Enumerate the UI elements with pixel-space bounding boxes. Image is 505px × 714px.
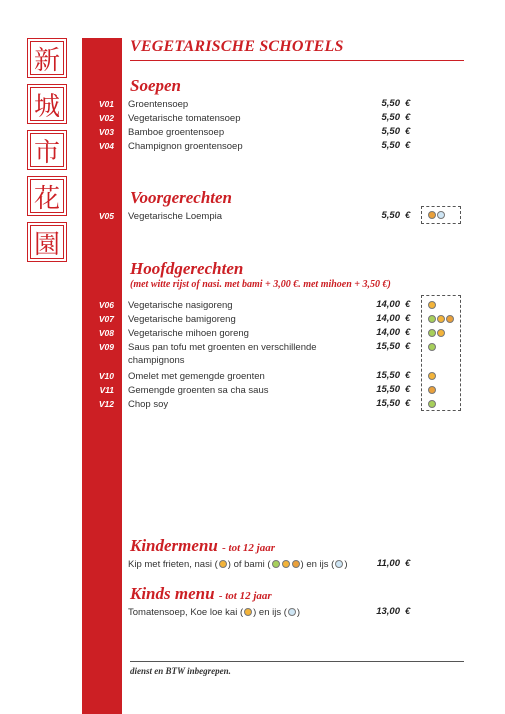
title-divider: [130, 60, 464, 61]
item-currency: €: [405, 606, 411, 617]
item-icons: [428, 400, 436, 408]
item-icons: [428, 329, 445, 337]
kindermenu-line: [128, 558, 388, 571]
kindsmenu-line: [128, 606, 388, 619]
noodle-icon: [272, 560, 280, 568]
footer-note: dienst en BTW inbegrepen.: [130, 666, 231, 676]
item-code: V05: [98, 211, 114, 221]
kindermenu-title: Kindermenu: [130, 536, 218, 555]
item-icons: [428, 343, 436, 351]
item-currency: €: [405, 398, 411, 409]
item-currency: €: [405, 370, 411, 381]
logo-char-5: 園: [27, 222, 67, 262]
ice-icon: [335, 560, 343, 568]
item-name: Omelet met gemengde groenten: [128, 371, 265, 382]
menu-item: [0, 384, 505, 398]
menu-item: [0, 140, 505, 154]
item-currency: €: [405, 299, 411, 310]
item-code: V08: [98, 328, 114, 338]
item-currency: €: [405, 112, 411, 123]
footer-divider: [130, 661, 464, 662]
logo-char-4: 花: [27, 176, 67, 216]
item-price: 14,00: [376, 327, 400, 338]
page-title: VEGETARISCHE SCHOTELS: [130, 38, 344, 55]
item-name: Vegetarische nasigoreng: [128, 300, 233, 311]
item-name: Saus pan tofu met groenten en verschillende champignons: [128, 342, 317, 366]
item-icons: [428, 386, 436, 394]
item-code: V12: [98, 399, 114, 409]
menu-item: [0, 398, 505, 412]
menu-item: [0, 299, 505, 313]
menu-item: [0, 558, 505, 572]
menu-item: [0, 112, 505, 126]
ice-icon: [288, 608, 296, 616]
rice-icon: [282, 560, 290, 568]
item-code: V02: [98, 113, 114, 123]
noodle-icon: [428, 400, 436, 408]
noodle-icon: [428, 343, 436, 351]
menu-item: [0, 370, 505, 384]
noodle2-icon: [428, 211, 436, 219]
item-currency: €: [405, 313, 411, 324]
kindsmenu-subtitle: - tot 12 jaar: [218, 590, 272, 602]
rice-icon: [219, 560, 227, 568]
item-name: Vegetarische tomatensoep: [128, 113, 241, 124]
noodle2-icon: [428, 386, 436, 394]
rice-icon: [244, 608, 252, 616]
rice-icon: [428, 372, 436, 380]
rice-icon: [437, 315, 445, 323]
item-code: V04: [98, 141, 114, 151]
item-price: 15,50: [376, 384, 400, 395]
noodle-icon: [428, 315, 436, 323]
line-text: ): [296, 607, 301, 618]
item-icons: [428, 372, 436, 380]
item-name: Vegetarische bamigoreng: [128, 314, 236, 325]
item-code: V06: [98, 300, 114, 310]
logo-char-2: 城: [27, 84, 67, 124]
noodle2-icon: [292, 560, 300, 568]
kindermenu-subtitle: - tot 12 jaar: [222, 542, 275, 554]
item-name: Vegetarische mihoen goreng: [128, 328, 249, 339]
item-price: 14,00: [376, 299, 400, 310]
item-icons: [428, 301, 436, 309]
item-name: Gemengde groenten sa cha saus: [128, 385, 269, 396]
section-title-voorgerechten: Voorgerechten: [130, 188, 232, 207]
item-currency: €: [405, 558, 411, 569]
section-title-hoofdgerechten: Hoofdgerechten: [130, 259, 244, 278]
line-text: ): [344, 559, 348, 570]
item-price: 13,00: [376, 606, 400, 617]
ice-icon: [437, 211, 445, 219]
item-icons: [428, 211, 445, 219]
section-title-kindermenu: [130, 536, 275, 556]
line-text: ) en ijs (: [300, 559, 335, 570]
noodle2-icon: [446, 315, 454, 323]
menu-item: [0, 98, 505, 112]
item-price: 5,50: [381, 126, 400, 137]
item-currency: €: [405, 210, 411, 221]
item-currency: €: [405, 98, 411, 109]
item-price: 15,50: [376, 370, 400, 381]
section-note: (met witte rijst of nasi. met bami + 3,00 €. met mihoen + 3,50 €): [130, 279, 391, 290]
item-code: V11: [99, 385, 114, 395]
item-name: Groentensoep: [128, 99, 189, 110]
item-price: 5,50: [381, 112, 400, 123]
menu-item: [0, 606, 505, 620]
item-name: Bamboe groentensoep: [128, 127, 225, 138]
item-code: V01: [98, 99, 114, 109]
section-title-kindsmenu: [130, 584, 272, 604]
menu-item: [0, 327, 505, 341]
item-name: Chop soy: [128, 399, 169, 410]
item-price: 14,00: [376, 313, 400, 324]
item-currency: €: [405, 384, 411, 395]
item-code: V07: [98, 314, 114, 324]
rice-icon: [437, 329, 445, 337]
line-text: Tomatensoep, Koe loe kai (: [128, 607, 244, 618]
item-price: 15,50: [376, 341, 400, 352]
item-price: 15,50: [376, 398, 400, 409]
item-icons: [428, 315, 454, 323]
logo-char-1: 新: [27, 38, 67, 78]
item-price: 11,00: [376, 558, 400, 569]
section-title-soepen: Soepen: [130, 76, 181, 95]
rice-icon: [428, 301, 436, 309]
item-name: Vegetarische Loempia: [128, 211, 223, 222]
item-code: V09: [98, 342, 114, 352]
item-name: Champignon groentensoep: [128, 141, 243, 152]
item-code: V03: [98, 127, 114, 137]
item-currency: €: [405, 126, 411, 137]
item-currency: €: [405, 327, 411, 338]
noodle-icon: [428, 329, 436, 337]
item-price: 5,50: [381, 98, 400, 109]
line-text: ) of bami (: [227, 559, 271, 570]
item-currency: €: [405, 341, 411, 352]
line-text: ) en ijs (: [253, 607, 287, 618]
kindsmenu-title: Kinds menu: [130, 584, 215, 603]
item-price: 5,50: [381, 140, 400, 151]
line-text: Kip met frieten, nasi (: [128, 559, 218, 570]
logo-char-3: 市: [27, 130, 67, 170]
menu-item: [0, 126, 505, 140]
item-code: V10: [98, 371, 114, 381]
menu-item: [0, 313, 505, 327]
item-price: 5,50: [381, 210, 400, 221]
item-currency: €: [405, 140, 411, 151]
menu-item: [0, 341, 505, 369]
